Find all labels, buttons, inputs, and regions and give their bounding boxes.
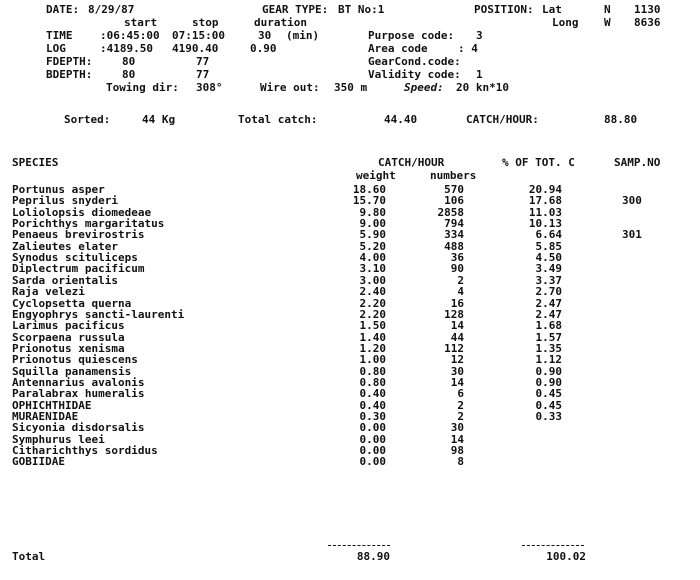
area-code-value: : 4 (458, 42, 478, 55)
towing-dir-label: Towing dir: (106, 81, 179, 94)
species-name: Engyophrys sancti-laurenti (12, 308, 185, 321)
pct-value: 0.33 (535, 410, 562, 423)
weight-value: 2.40 (359, 285, 386, 298)
weight-value: 0.00 (359, 444, 386, 457)
bdepth-label: BDEPTH: (46, 68, 93, 81)
duration-label: duration (254, 16, 307, 29)
pct-value: 2.47 (535, 308, 562, 321)
species-name: Citharichthys sordidus (12, 444, 158, 457)
numbers-value: 90 (450, 262, 464, 275)
start-label: start (124, 16, 158, 29)
numbers-value: 14 (450, 433, 464, 446)
weight-value: 1.40 (359, 331, 386, 344)
pct-total-rule (522, 545, 584, 546)
species-name: MURAENIDAE (12, 410, 79, 423)
species-name: OPHICHTHIDAE (12, 399, 92, 412)
numbers-value: 36 (450, 251, 464, 264)
species-name: Diplectrum pacificum (12, 262, 145, 275)
numbers-value: 128 (444, 308, 464, 321)
pct-value: 3.37 (535, 274, 562, 287)
time-start: :06:45:00 (100, 29, 160, 42)
numbers-value: 4 (457, 285, 464, 298)
total-label: Total (12, 550, 46, 563)
gear-type-label: GEAR TYPE: (262, 3, 329, 16)
weight-value: 1.20 (359, 342, 386, 355)
pct-value: 3.49 (535, 262, 562, 275)
species-name: Raja velezi (12, 285, 85, 298)
catch-per-hour-value: 88.80 (604, 113, 638, 126)
species-name: Sarda orientalis (12, 274, 118, 287)
numbers-value: 2 (457, 399, 464, 412)
catch-per-hour-label: CATCH/HOUR: (466, 113, 539, 126)
purpose-code-label: Purpose code: (368, 29, 455, 42)
species-name: Symphurus leei (12, 433, 105, 446)
validity-code-value: 1 (476, 68, 483, 81)
long-hemisphere: W (604, 16, 611, 29)
sorted-value: 44 Kg (142, 113, 176, 126)
pct-value: 2.47 (535, 297, 562, 310)
pct-value: 6.64 (535, 228, 562, 241)
date-value: 8/29/87 (88, 3, 135, 16)
sorted-label: Sorted: (64, 113, 111, 126)
gearcond-label: GearCond.code: (368, 55, 461, 68)
pct-value: 1.57 (535, 331, 562, 344)
sample-number: 301 (622, 228, 642, 241)
weight-value: 18.60 (352, 183, 386, 196)
species-name: Synodus scituliceps (12, 251, 138, 264)
species-name: Squilla panamensis (12, 365, 132, 378)
numbers-value: 30 (450, 365, 464, 378)
pct-value: 4.50 (535, 251, 562, 264)
weight-value: 1.50 (359, 319, 386, 332)
numbers-value: 14 (450, 319, 464, 332)
pct-value: 20.94 (528, 183, 562, 196)
numbers-value: 6 (457, 387, 464, 400)
sub-col-weight: weight (356, 169, 396, 182)
lat-hemisphere: N (604, 3, 611, 16)
duration-value: 30 (258, 29, 272, 42)
numbers-value: 2 (457, 410, 464, 423)
purpose-code-value: 3 (476, 29, 483, 42)
log-stop: 4190.40 (172, 42, 219, 55)
lat-label: Lat (542, 3, 562, 16)
weight-total-rule (328, 545, 390, 546)
weight-value: 3.10 (359, 262, 386, 275)
total-catch-value: 44.40 (384, 113, 418, 126)
numbers-value: 8 (457, 455, 464, 468)
weight-value: 0.40 (359, 399, 386, 412)
sub-col-numbers: numbers (430, 169, 477, 182)
species-name: Scorpaena russula (12, 331, 125, 344)
bdepth-start: 80 (122, 68, 136, 81)
species-name: Prionotus xenisma (12, 342, 125, 355)
numbers-value: 570 (444, 183, 464, 196)
weight-value: 1.00 (359, 353, 386, 366)
area-code-label: Area code (368, 42, 428, 55)
stop-label: stop (192, 16, 219, 29)
towing-dir-value: 308° (196, 81, 223, 94)
log-difference: 0.90 (250, 42, 277, 55)
total-catch-label: Total catch: (238, 113, 318, 126)
weight-value: 5.90 (359, 228, 386, 241)
numbers-value: 44 (450, 331, 464, 344)
pct-value: 17.68 (528, 194, 562, 207)
numbers-value: 2 (457, 274, 464, 287)
weight-value: 0.80 (359, 376, 386, 389)
fdepth-start: 80 (122, 55, 136, 68)
weight-value: 15.70 (352, 194, 386, 207)
log-start: :4189.50 (100, 42, 153, 55)
weight-value: 5.20 (359, 240, 386, 253)
fdepth-stop: 77 (196, 55, 210, 68)
weight-value: 9.80 (359, 206, 386, 219)
weight-value: 4.00 (359, 251, 386, 264)
time-stop: 07:15:00 (172, 29, 225, 42)
validity-code-label: Validity code: (368, 68, 461, 81)
pct-value: 0.45 (535, 387, 562, 400)
col-sample-no: SAMP.NO (614, 156, 661, 169)
sample-number: 300 (622, 194, 642, 207)
species-name: GOBIIDAE (12, 455, 65, 468)
lat-value: 1130 (634, 3, 661, 16)
pct-value: 11.03 (528, 206, 562, 219)
pct-value: 1.12 (535, 353, 562, 366)
numbers-value: 106 (444, 194, 464, 207)
weight-value: 0.40 (359, 387, 386, 400)
date-label: DATE: (46, 3, 80, 16)
numbers-value: 12 (450, 353, 464, 366)
numbers-value: 794 (444, 217, 464, 230)
numbers-value: 2858 (437, 206, 464, 219)
pct-value: 0.45 (535, 399, 562, 412)
species-name: Larimus pacificus (12, 319, 125, 332)
weight-value: 9.00 (359, 217, 386, 230)
wire-out-label: Wire out: (260, 81, 320, 94)
numbers-value: 112 (444, 342, 464, 355)
weight-value: 0.30 (359, 410, 386, 423)
weight-value: 0.80 (359, 365, 386, 378)
species-name: Porichthys margaritatus (12, 217, 165, 230)
species-name: Peprilus snyderi (12, 194, 118, 207)
total-pct: 100.02 (546, 550, 586, 563)
total-weight: 88.90 (356, 550, 390, 563)
speed-label: Speed: (404, 81, 444, 94)
weight-value: 2.20 (359, 308, 386, 321)
numbers-value: 488 (444, 240, 464, 253)
long-value: 8636 (634, 16, 661, 29)
species-name: Cyclopsetta querna (12, 297, 132, 310)
duration-unit: (min) (286, 29, 320, 42)
col-catch-hour: CATCH/HOUR (378, 156, 445, 169)
species-name: Zalieutes elater (12, 240, 118, 253)
species-name: Paralabrax humeralis (12, 387, 145, 400)
species-name: Antennarius avalonis (12, 376, 145, 389)
pct-value: 2.70 (535, 285, 562, 298)
col-species: SPECIES (12, 156, 59, 169)
wire-out-value: 350 m (334, 81, 368, 94)
weight-value: 3.00 (359, 274, 386, 287)
pct-value: 0.90 (535, 376, 562, 389)
numbers-value: 334 (444, 228, 464, 241)
pct-value: 1.68 (535, 319, 562, 332)
weight-value: 0.00 (359, 433, 386, 446)
species-name: Sicyonia disdorsalis (12, 421, 145, 434)
bdepth-stop: 77 (196, 68, 210, 81)
time-label: TIME (46, 29, 73, 42)
long-label: Long (552, 16, 579, 29)
numbers-value: 98 (450, 444, 464, 457)
species-name: Portunus asper (12, 183, 105, 196)
pct-value: 10.13 (528, 217, 562, 230)
numbers-value: 16 (450, 297, 464, 310)
numbers-value: 30 (450, 421, 464, 434)
speed-value: 20 kn*10 (456, 81, 509, 94)
species-name: Prionotus quiescens (12, 353, 138, 366)
pct-value: 5.85 (535, 240, 562, 253)
log-label: LOG (46, 42, 66, 55)
pct-value: 0.90 (535, 365, 562, 378)
pct-value: 1.35 (535, 342, 562, 355)
weight-value: 2.20 (359, 297, 386, 310)
weight-value: 0.00 (359, 455, 386, 468)
position-label: POSITION: (474, 3, 534, 16)
species-name: Loliolopsis diomedeae (12, 206, 152, 219)
weight-value: 0.00 (359, 421, 386, 434)
fdepth-label: FDEPTH: (46, 55, 93, 68)
col-pct-total: % OF TOT. C (502, 156, 575, 169)
gear-type-value: BT No:1 (338, 3, 385, 16)
numbers-value: 14 (450, 376, 464, 389)
species-name: Penaeus brevirostris (12, 228, 145, 241)
